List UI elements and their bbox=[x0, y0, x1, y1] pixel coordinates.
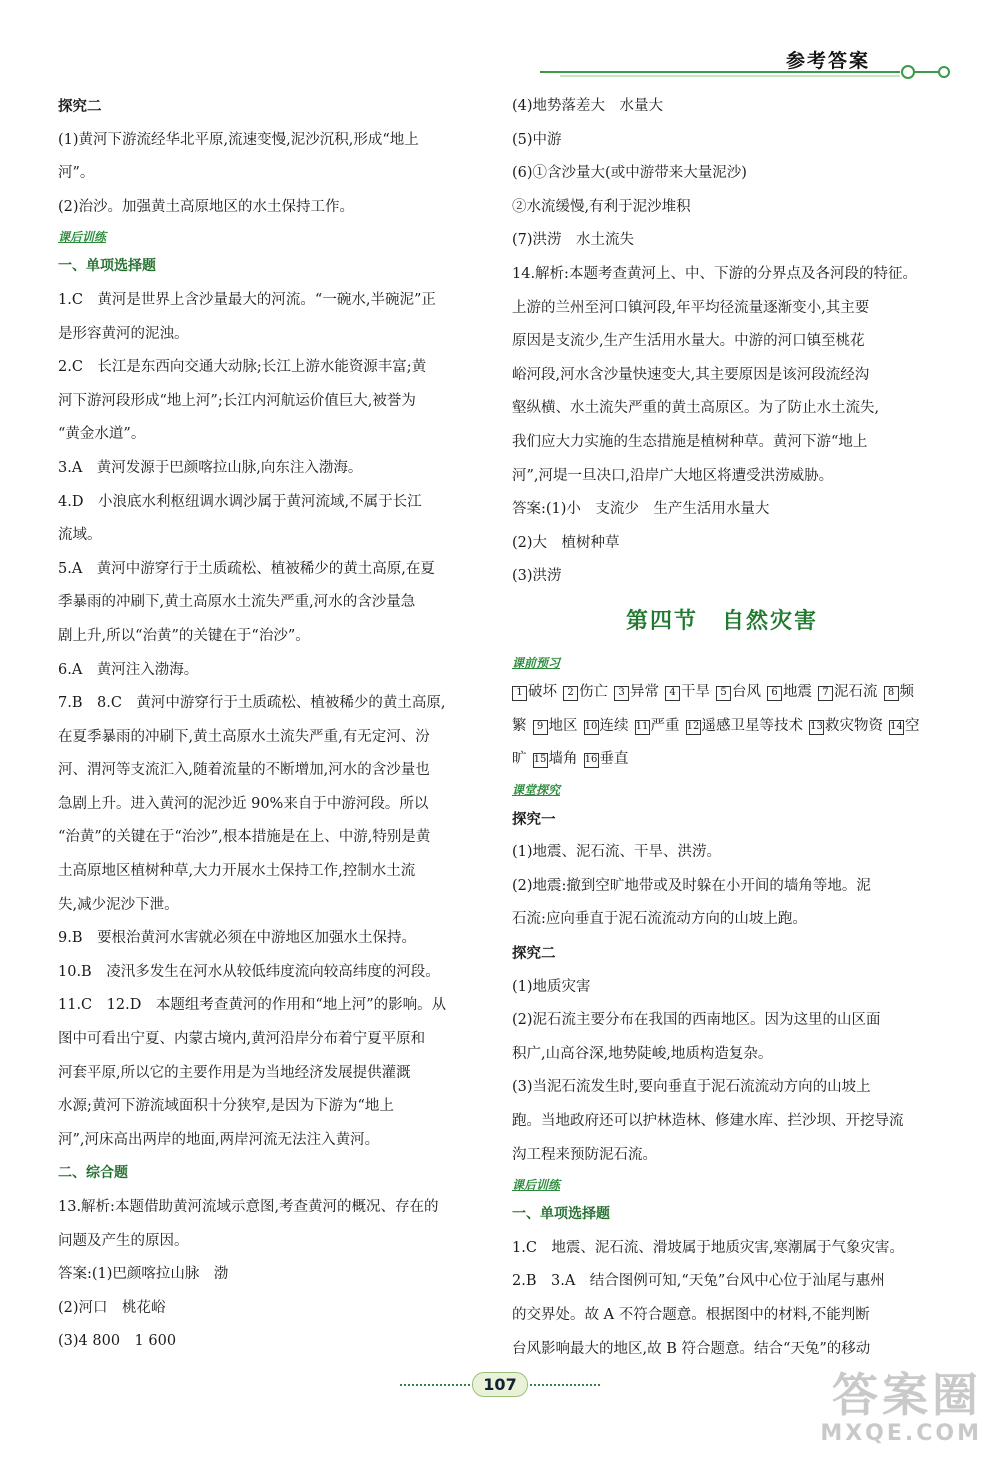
preview-item bbox=[716, 684, 761, 700]
page-number bbox=[400, 1372, 600, 1402]
section-heading: 一、单项选择题 bbox=[512, 1206, 610, 1223]
item-answer: 救灾物资 bbox=[825, 717, 883, 734]
text-line: 答案:(1)小 支流少 生产生活用水量大 bbox=[512, 501, 770, 518]
section-tag: 课后训练 bbox=[512, 1178, 561, 1193]
item-answer: 伤亡 bbox=[579, 683, 608, 700]
left-column bbox=[58, 90, 488, 1359]
item-number-box: 8 bbox=[884, 686, 899, 701]
text-line: 7.B 8.C 黄河中游穿行于土质疏松、植被稀少的黄土高原, bbox=[58, 695, 446, 712]
text-line: 河、渭河等支流汇入,随着流量的不断增加,河水的含沙量也 bbox=[58, 762, 430, 779]
text-line: (5)中游 bbox=[512, 131, 562, 148]
item-answer: 地震 bbox=[783, 683, 812, 700]
text-line: 3.A 黄河发源于巴颜喀拉山脉,向东注入渤海。 bbox=[58, 459, 363, 476]
item-number-box: 10 bbox=[584, 720, 599, 735]
item-number-box: 3 bbox=[614, 686, 629, 701]
text-line: 1.C 地震、泥石流、滑坡属于地质灾害,寒潮属于气象灾害。 bbox=[512, 1239, 905, 1256]
watermark-line2: MXQE.COM bbox=[820, 1421, 982, 1446]
text-line: (2)大 植树种草 bbox=[512, 534, 620, 551]
item-number-box: 7 bbox=[818, 686, 833, 701]
preview-item bbox=[563, 684, 608, 700]
header-decoration bbox=[540, 62, 960, 82]
text-line: 河”。 bbox=[58, 165, 95, 182]
item-number-box: 16 bbox=[584, 753, 599, 768]
text-line: “治黄”的关键在于“治沙”,根本措施是在上、中游,特别是黄 bbox=[58, 829, 431, 846]
text-line: (4)地势落差大 水量大 bbox=[512, 98, 664, 114]
item-number-box: 5 bbox=[716, 686, 731, 701]
preview-item bbox=[584, 718, 629, 734]
text-line: 积广,山高谷深,地势陡峻,地质构造复杂。 bbox=[512, 1045, 773, 1062]
item-answer: 地区 bbox=[548, 717, 578, 734]
preview-item bbox=[809, 718, 883, 734]
text-line: 季暴雨的冲刷下,黄土高原水土流失严重,河水的含沙量急 bbox=[58, 594, 416, 611]
preview-item bbox=[767, 684, 812, 700]
text-line: 河下游河段形成“地上河”;长江内河航运价值巨大,被誉为 bbox=[58, 392, 416, 409]
text-line: 探究二 bbox=[512, 945, 556, 963]
text-line: (1)地质灾害 bbox=[512, 978, 591, 995]
text-line: 2.B 3.A 结合图例可知,“天兔”台风中心位于汕尾与惠州 bbox=[512, 1273, 885, 1290]
text-line: ②水流缓慢,有利于泥沙堆积 bbox=[512, 198, 691, 215]
text-line: 河套平原,所以它的主要作用是为当地经济发展提供灌溉 bbox=[58, 1064, 411, 1081]
text-line: (2)治沙。加强黄土高原地区的水土保持工作。 bbox=[58, 198, 355, 215]
text-line: 的交界处。故 A 不符合题意。根据图中的材料,不能判断 bbox=[512, 1307, 870, 1323]
text-line: (2)泥石流主要分布在我国的西南地区。因为这里的山区面 bbox=[512, 1012, 881, 1029]
item-answer: 墙角 bbox=[548, 751, 578, 768]
item-answer: 空旷 bbox=[512, 717, 920, 768]
watermark bbox=[820, 1369, 982, 1446]
text-line: 图中可看出宁夏、内蒙古境内,黄河沿岸分布着宁夏平原和 bbox=[58, 1031, 426, 1048]
right-column bbox=[512, 90, 932, 1366]
text-line: (1)黄河下游流经华北平原,流速变慢,泥沙沉积,形成“地上 bbox=[58, 131, 419, 148]
text-line: 土高原地区植树种草,大力开展水土保持工作,控制水土流 bbox=[58, 863, 416, 880]
item-number-box: 14 bbox=[889, 720, 904, 735]
preview-item bbox=[818, 684, 878, 700]
text-line: (3)当泥石流发生时,要向垂直于泥石流流动方向的山坡上 bbox=[512, 1079, 871, 1096]
text-line: 沟工程来预防泥石流。 bbox=[512, 1146, 657, 1163]
item-number-box: 1 bbox=[512, 686, 527, 701]
text-line: 石流:应向垂直于泥石流流动方向的山坡上跑。 bbox=[512, 911, 807, 928]
text-line: 5.A 黄河中游穿行于土质疏松、植被稀少的黄土高原,在夏 bbox=[58, 560, 435, 577]
text-line: 探究二 bbox=[58, 98, 102, 115]
text-line: 6.A 黄河注入渤海。 bbox=[58, 661, 199, 678]
text-line: 原因是支流少,生产生活用水量大。中游的河口镇至桃花 bbox=[512, 333, 865, 350]
item-answer: 连续 bbox=[599, 717, 629, 734]
text-line: “黄金水道”。 bbox=[58, 426, 146, 443]
text-line: (3)4 800 1 600 bbox=[58, 1333, 177, 1350]
preview-item bbox=[533, 718, 578, 734]
text-line: 2.C 长江是东西向交通大动脉;长江上游水能资源丰富;黄 bbox=[58, 359, 427, 376]
item-number-box: 15 bbox=[533, 753, 548, 768]
text-line: 9.B 要根治黄河水害就必须在中游地区加强水土保持。 bbox=[58, 930, 416, 947]
text-line: 河”,河堤一旦决口,沿岸广大地区将遭受洪涝威胁。 bbox=[512, 467, 834, 484]
section-tag: 课后训练 bbox=[58, 230, 107, 245]
text-line: 流域。 bbox=[58, 527, 102, 544]
text-line: 台风影响最大的地区,故 B 符合题意。结合“天兔”的移动 bbox=[512, 1340, 871, 1357]
page-number-text: 107 bbox=[472, 1372, 527, 1397]
section-tag: 课堂探究 bbox=[512, 782, 561, 797]
item-answer: 台风 bbox=[732, 683, 761, 700]
preview-item bbox=[686, 718, 804, 734]
preview-item bbox=[584, 751, 629, 767]
text-line: 剧上升,所以“治黄”的关键在于“治沙”。 bbox=[58, 627, 310, 644]
item-answer: 异常 bbox=[630, 683, 659, 700]
item-number-box: 12 bbox=[686, 720, 701, 735]
preview-item bbox=[512, 684, 557, 700]
item-answer: 泥石流 bbox=[834, 683, 878, 700]
text-line: 问题及产生的原因。 bbox=[58, 1232, 189, 1249]
right-bottom-block bbox=[512, 777, 932, 1367]
text-line: 上游的兰州至河口镇河段,年平均径流量逐渐变小,其主要 bbox=[512, 299, 870, 316]
item-number-box: 13 bbox=[809, 720, 824, 735]
section-heading: 一、单项选择题 bbox=[58, 258, 156, 275]
text-line: 失,减少泥沙下泄。 bbox=[58, 896, 179, 913]
preview-tag: 课前预习 bbox=[512, 655, 561, 670]
text-line: 4.D 小浪底水利枢纽调水调沙属于黄河流域,不属于长江 bbox=[58, 493, 422, 510]
header-title: 参考答案 bbox=[785, 50, 870, 72]
item-number-box: 9 bbox=[533, 720, 548, 735]
text-line: 壑纵横、水土流失严重的黄土高原区。为了防止水土流失, bbox=[512, 400, 880, 417]
text-line: 急剧上升。进入黄河的泥沙近 90%来自于中游河段。所以 bbox=[58, 795, 429, 812]
item-answer: 频繁 bbox=[512, 683, 914, 734]
preview-item bbox=[614, 684, 659, 700]
text-line: 答案:(1)巴颜喀拉山脉 渤 bbox=[58, 1266, 229, 1283]
item-number-box: 11 bbox=[635, 720, 650, 735]
item-answer: 垂直 bbox=[599, 751, 629, 768]
text-line: 水源;黄河下游流域面积十分狭窄,是因为下游为“地上 bbox=[58, 1098, 394, 1115]
text-line: 探究一 bbox=[512, 810, 556, 828]
item-answer: 严重 bbox=[650, 717, 680, 734]
text-line: (2)河口 桃花峪 bbox=[58, 1299, 166, 1316]
text-line: 是形容黄河的泥浊。 bbox=[58, 325, 189, 342]
text-line: 1.C 黄河是世界上含沙量最大的河流。“一碗水,半碗泥”正 bbox=[58, 291, 436, 308]
preview-item bbox=[533, 751, 578, 767]
watermark-line1: 答案圈 bbox=[832, 1368, 982, 1422]
item-answer: 遥感卫星等技术 bbox=[701, 717, 803, 734]
section-heading: 二、综合题 bbox=[58, 1165, 128, 1182]
item-number-box: 6 bbox=[767, 686, 782, 701]
text-line: (6)①含沙量大(或中游带来大量泥沙) bbox=[512, 165, 747, 182]
text-line: 11.C 12.D 本题组考查黄河的作用和“地上河”的影响。从 bbox=[58, 997, 447, 1014]
text-line: 跑。当地政府还可以护林造林、修建水库、拦沙坝、开挖导流 bbox=[512, 1113, 904, 1130]
text-line: (1)地震、泥石流、干旱、洪涝。 bbox=[512, 844, 722, 861]
right-top-block bbox=[512, 90, 932, 594]
preview-answers bbox=[512, 676, 932, 777]
text-line: (7)洪涝 水土流失 bbox=[512, 232, 635, 249]
item-number-box: 2 bbox=[563, 686, 578, 701]
text-line: (3)洪涝 bbox=[512, 568, 562, 585]
text-line: 峪河段,河水含沙量快速变大,其主要原因是该河段流经沟 bbox=[512, 366, 870, 383]
item-answer: 干旱 bbox=[681, 683, 710, 700]
preview-item bbox=[665, 684, 710, 700]
text-line: 14.解析:本题考查黄河上、中、下游的分界点及各河段的特征。 bbox=[512, 265, 917, 282]
item-answer: 破坏 bbox=[528, 683, 557, 700]
text-line: 河”,河床高出两岸的地面,两岸河流无法注入黄河。 bbox=[58, 1131, 380, 1148]
text-line: (2)地震:撤到空旷地带或及时躲在小开间的墙角等地。泥 bbox=[512, 877, 871, 894]
text-line: 10.B 凌汛多发生在河水从较低纬度流向较高纬度的河段。 bbox=[58, 963, 440, 980]
text-line: 在夏季暴雨的冲刷下,黄土高原水土流失严重,有无定河、汾 bbox=[58, 728, 430, 745]
page-header bbox=[540, 42, 960, 92]
text-line: 13.解析:本题借助黄河流域示意图,考查黄河的概况、存在的 bbox=[58, 1199, 439, 1215]
item-number-box: 4 bbox=[665, 686, 680, 701]
preview-item bbox=[635, 718, 680, 734]
text-line: 我们应大力实施的生态措施是植树种草。黄河下游“地上 bbox=[512, 433, 868, 450]
chapter-title: 第四节 自然灾害 bbox=[625, 608, 818, 634]
